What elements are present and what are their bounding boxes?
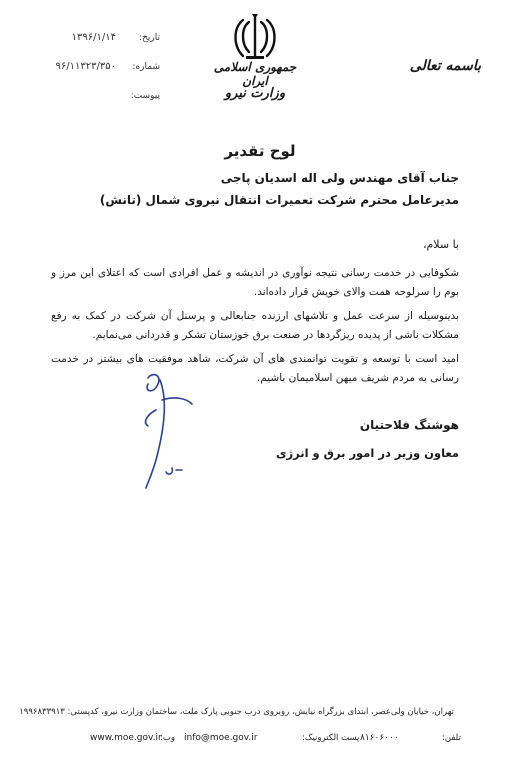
footer-website-link[interactable]: www.moe.gov.ir: [90, 733, 162, 743]
footer-tel-value: ۸۱۶۰۶۰۰۰: [360, 733, 399, 743]
number-value: ۹۶/۱۱۳۲۳/۳۵۰: [55, 61, 116, 72]
body-paragraph-3: امید است با توسعه و تقویت توانمندی های آن شرکت، شاهد موفقیت های بیشتر در خدمت رسانی به مردم شریف میهن اسلامیمان باشیم.: [51, 353, 459, 384]
signature-image: [118, 370, 208, 490]
footer-email-label: پست الکترونیک:: [302, 733, 360, 743]
signer-title: معاون وزیر در امور برق و انرژی: [275, 446, 459, 460]
addressee-name: جناب آقای مهندس ولی اله اسدیان پاجی: [220, 171, 459, 185]
footer-address: تهران، خیابان ولی‌عصر، ابتدای بزرگراه نیایش، روبروی درب جنوبی پارک ملت، ساختمان وزارت نیرو، کدپستی: ۱۹۹۶۸۳۳۹۱۳: [19, 707, 454, 717]
footer-tel-label: تلفن:: [442, 733, 461, 743]
number-label: شماره:: [132, 62, 160, 72]
greeting: با سلام،: [422, 238, 459, 251]
signer-name: هوشنگ فلاحتیان: [359, 418, 459, 432]
ministry-name: وزارت نیرو: [224, 86, 286, 101]
iran-emblem-icon: [232, 12, 278, 62]
body-paragraph-1: شکوفایی در خدمت رسانی نتیجه نوآوری در اندیشه و عمل افرادی است که اعتلای این مرز و بوم را سرلوحه همت والای خویش قرار داده‌اند.: [51, 267, 459, 298]
footer-web-label: وب:: [160, 733, 175, 743]
republic-name: جمهوری اسلامی ایران: [213, 60, 297, 88]
date-value: ۱۳۹۶/۱/۱۴: [71, 32, 116, 43]
letter-title: لوح تقدیر: [224, 142, 296, 160]
addressee-position: مدیرعامل محترم شرکت تعمیرات انتقال نیروی شمال (تانش): [99, 193, 459, 207]
body-paragraph-2: بدینوسیله از سرعت عمل و تلاشهای ارزنده جنابعالی و پرسنل آن شرکت در کمک به رفع مشکلات ناشی از پدیده ریزگردها در صنعت برق خوزستان تشکر و قدردانی می‌نمایم.: [51, 310, 459, 341]
attachment-label: پیوست:: [130, 91, 160, 101]
date-label: تاریخ:: [139, 33, 160, 43]
basmala: باسمه تعالی: [409, 58, 481, 74]
footer-email-link[interactable]: info@moe.gov.ir: [184, 733, 258, 743]
